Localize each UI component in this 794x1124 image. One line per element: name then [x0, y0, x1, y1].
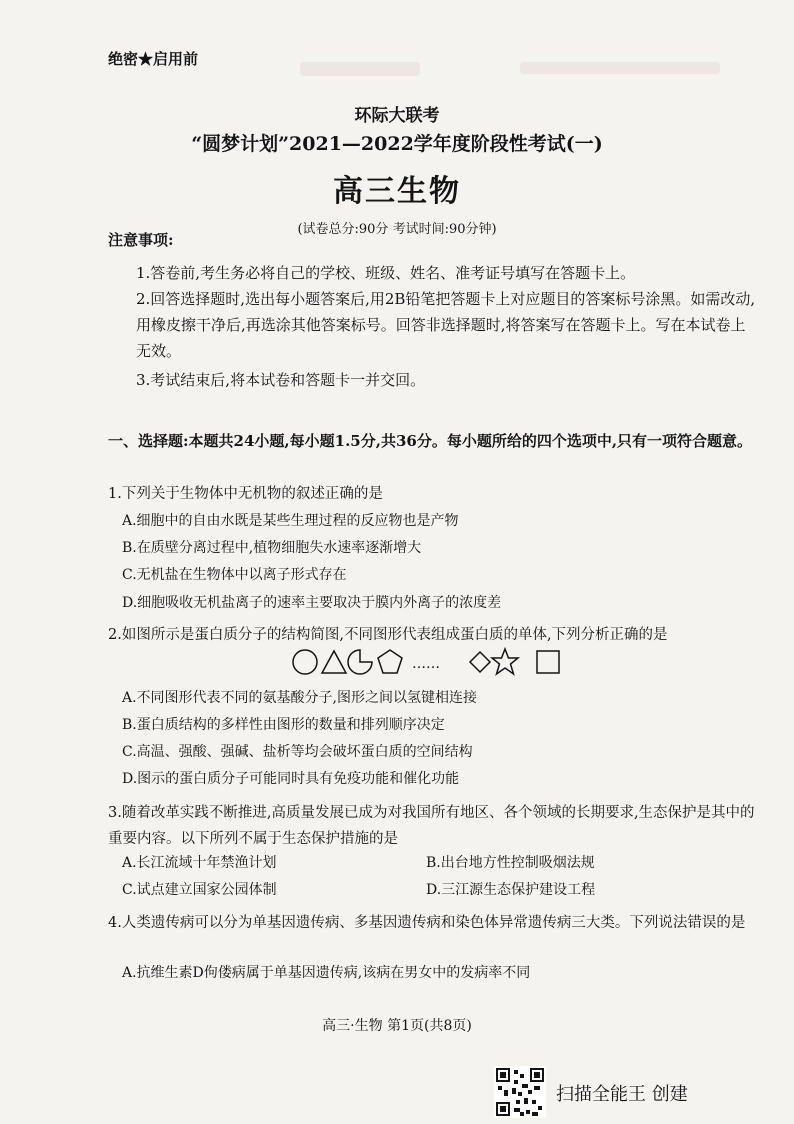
exam-meta: (试卷总分:90分 考试时间:90分钟)	[297, 222, 497, 237]
notice-item: 3.考试结束后,将本试卷和答题卡一并交回。	[136, 371, 426, 389]
question-option: C.无机盐在生物体中以离子形式存在	[122, 567, 347, 583]
question-option: B.出台地方性控制吸烟法规	[426, 855, 595, 871]
question-option: A.细胞中的自由水既是某些生理过程的反应物也是产物	[122, 513, 459, 529]
question-stem: 3.随着改革实践不断推进,高质量发展已成为对我国所有地区、各个领域的长期要求,生态保护是其中的重要内容。以下所列不属于生态保护措施的是	[108, 805, 755, 847]
question-option: D.三江源生态保护建设工程	[426, 882, 596, 898]
star-shape	[492, 649, 518, 674]
question-option: A.不同图形代表不同的氨基酸分子,图形之间以氢键相连接	[122, 690, 478, 706]
question-option: D.图示的蛋白质分子可能同时具有免疫功能和催化功能	[122, 771, 460, 787]
exam-title: “圆梦计划”2021—2022学年度阶段性考试(一)	[191, 133, 603, 155]
question-option: A.长江流域十年禁渔计划	[122, 855, 277, 871]
section-heading: 一、选择题:本题共24小题,每小题1.5分,共36分。每小题所给的四个选项中,只有一项符合题意。	[108, 432, 753, 450]
question-option: A.抗维生素D佝偻病属于单基因遗传病,该病在男女中的发病率不同	[122, 965, 531, 981]
diamond-shape	[470, 652, 490, 672]
question-stem: 2.如图所示是蛋白质分子的结构简图,不同图形代表组成蛋白质的单体,下列分析正确的是	[108, 627, 668, 643]
subject-title: 高三生物	[333, 174, 461, 209]
question-option: B.蛋白质结构的多样性由图形的数量和排列顺序决定	[122, 717, 445, 733]
page-footer: 高三·生物 第1页(共8页)	[322, 1018, 472, 1034]
qr-code-icon	[494, 1066, 546, 1118]
question-option: B.在质壁分离过程中,植物细胞失水速率逐渐增大	[122, 540, 422, 556]
square-shape	[537, 651, 559, 673]
triangle-shape	[322, 651, 346, 673]
bleed-through-mark	[520, 62, 720, 74]
scanner-watermark-text: 扫描全能王 创建	[556, 1084, 688, 1105]
figure-ellipsis: ……	[412, 656, 440, 672]
bleed-through-mark	[300, 62, 420, 76]
question-option: C.高温、强酸、强碱、盐析等均会破坏蛋白质的空间结构	[122, 744, 473, 760]
notice-item: 2.回答选择题时,选出每小题答案后,用2B铅笔把答题卡上对应题目的答案标号涂黑。如需改动,用橡皮擦干净后,再选涂其他答案标号。回答非选择题时,将答案写在答题卡上。写在本试卷上无效。	[136, 290, 756, 360]
confidential-label: 绝密★启用前	[108, 50, 199, 68]
protein-structure-figure	[290, 646, 562, 678]
question-stem: 1.下列关于生物体中无机物的叙述正确的是	[108, 486, 383, 502]
notice-heading: 注意事项:	[108, 231, 174, 249]
notice-item: 1.答卷前,考生务必将自己的学校、班级、姓名、准考证号填写在答题卡上。	[136, 264, 636, 282]
question-option: C.试点建立国家公园体制	[122, 882, 277, 898]
pie-shape	[348, 650, 372, 674]
circle-shape	[293, 650, 317, 674]
question-option: D.细胞吸收无机盐离子的速率主要取决于膜内外离子的浓度差	[122, 595, 502, 611]
question-stem: 4.人类遗传病可以分为单基因遗传病、多基因遗传病和染色体异常遗传病三大类。下列说法错误的是	[108, 915, 746, 931]
organizer-title: 环际大联考	[354, 106, 440, 126]
pentagon-shape	[378, 650, 402, 673]
